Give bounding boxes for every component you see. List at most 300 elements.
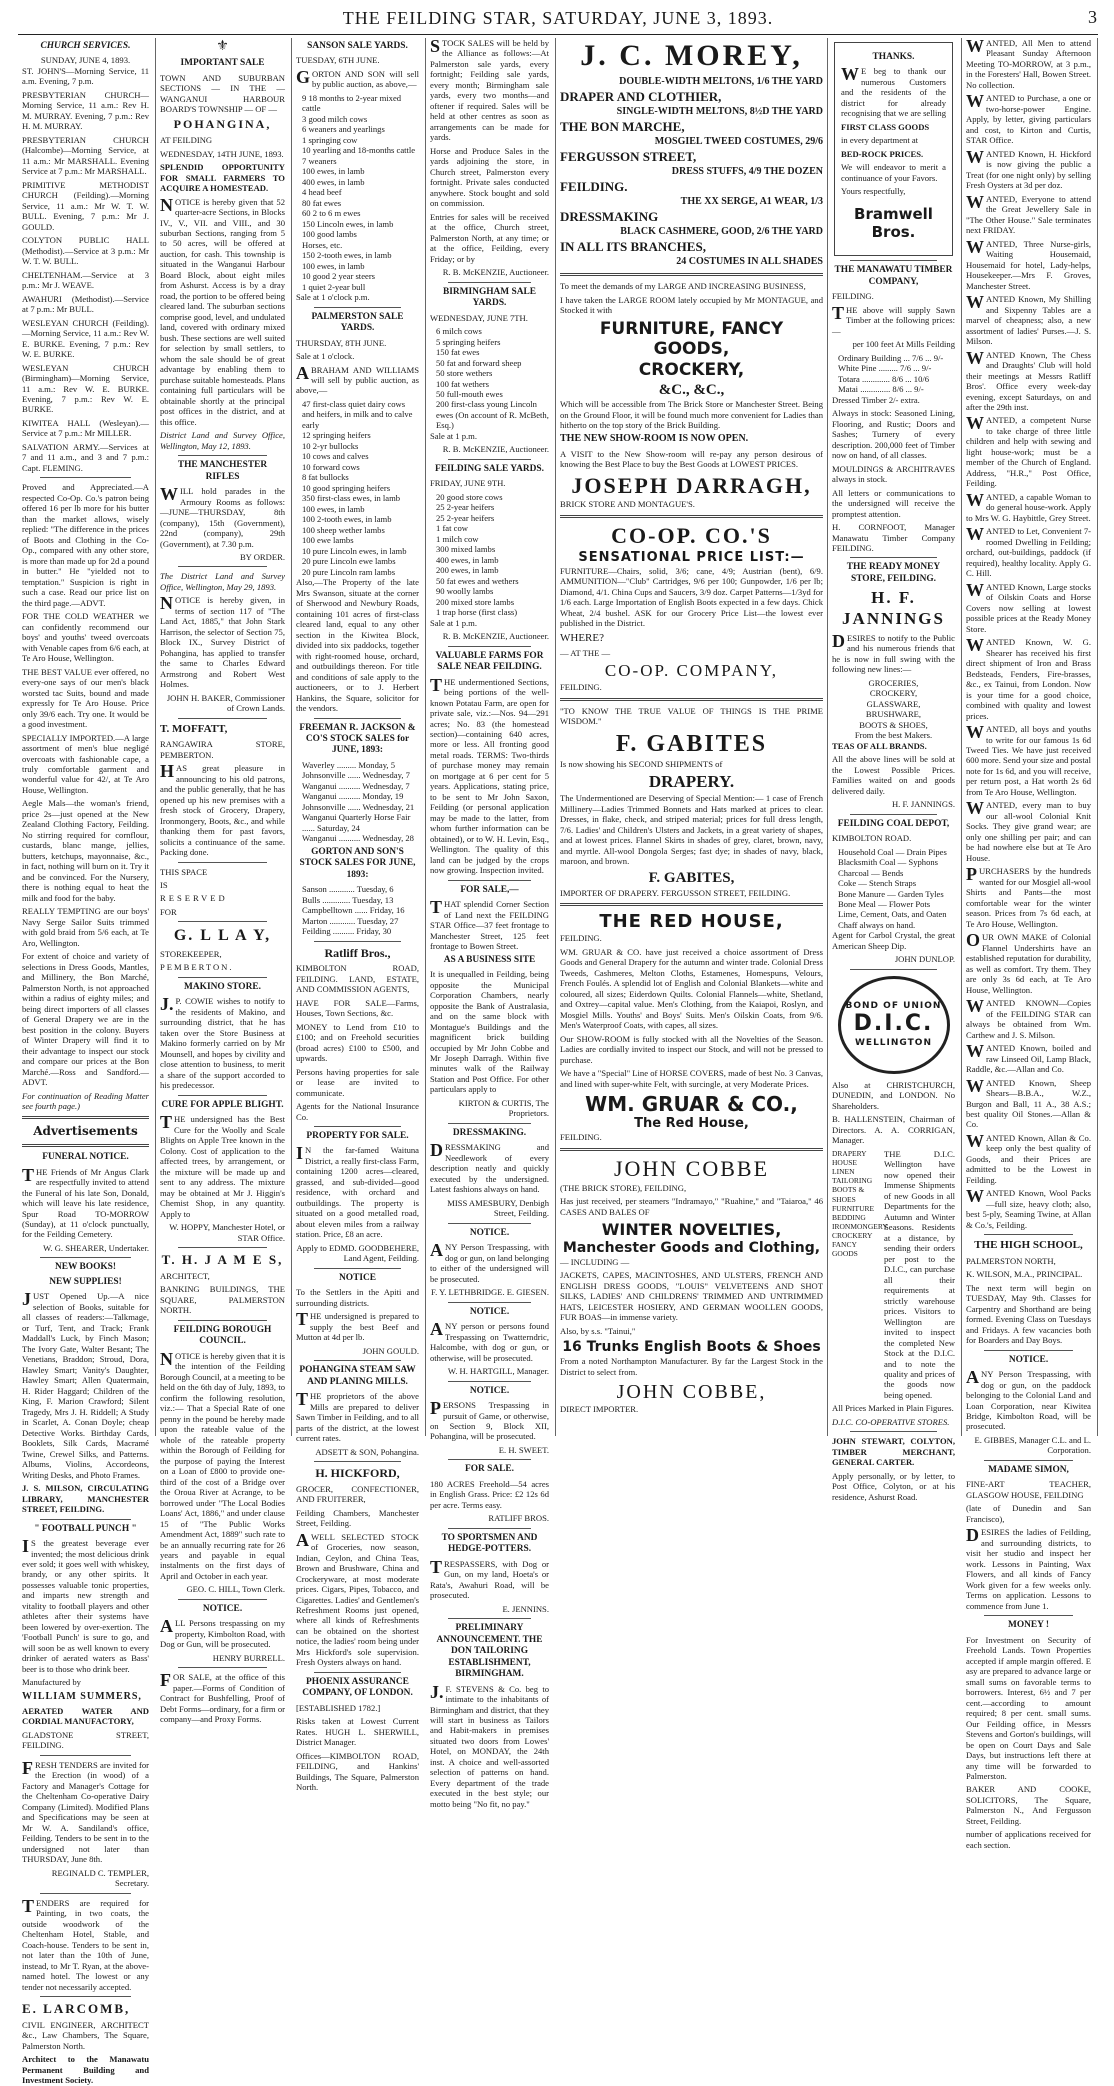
gorton-heading: GORTON AND SON'S STOCK SALES FOR JUNE, 1893: — [299, 846, 416, 880]
divider — [178, 1667, 267, 1668]
hickford-text: AWELL SELECTED STOCK of Groceries, now season, Indian, Ceylon, and China Teas, Brown and Brushware, China and Crockeryware, at most moderate prices. Cigars, Pipes, Tobacco, and Cigarettes. Ladies' and Gentlemen's Refreshment Rooms just opened, where all kinds of Refreshments can be obtained on the shortest notice, the ladies' room being under Mrs Hickford's sole supervision. Fresh Oysters always on hand. — [296, 1529, 419, 1668]
hickford-sub: GROCER, CONFECTIONER, AND FRUITERER, — [296, 1483, 419, 1505]
important-sale-sub: TOWN AND SUBURBAN SECTIONS — IN THE — WANGANUI HARBOUR BOARD'S TOWNSHIP — OF — — [160, 72, 285, 114]
hickford-name: H. HICKFORD, — [315, 1466, 400, 1481]
wanted-item: WANTED Known, Sheep Shears—B.B.A., W.Z., Burgon and Ball, 11 A., 38 A.S.; best quality Oil Stones.—Allan & Co. — [966, 1075, 1091, 1130]
birmingham-item: 100 fat wethers — [436, 378, 489, 389]
intro-paragraph: Proved and Appreciated.—A respected Co-Op. Co.'s patron being offered 16 per lb more for his butter than the market allows, wisely replied: "The difference in the prices of Boots and Clothing in the Co-Op., compared with any other store, is more than made up for 2d a pound in butter." He "yielded not to temptation." Suspicion is right in such a case. Read our price list on the third page.—ADVT. — [22, 482, 149, 608]
jackson-item: Wanganui Quarterly Horse Fair ...... Saturday, 24 — [302, 812, 411, 833]
palmerston-item: 10 pure Lincoln ewes, in lamb — [302, 545, 407, 556]
notice-hartgill-heading: NOTICE. — [469, 1306, 510, 1317]
timber-price-row: Ordinary Building ... 7/6 ... 9/- — [838, 352, 944, 363]
sanson-item: 7 weaners — [302, 155, 337, 166]
notice-heading: NOTICE. — [202, 1603, 243, 1614]
sanson-item: 4 head beef — [302, 187, 342, 198]
wanted-item: WANTED Known, My Shilling and Sixpenny Tables are a marvel of cheapness; also, a new assortment of ladies' Purses.—J. S. Milson. — [966, 292, 1091, 347]
red-house-heading: THE RED HOUSE, — [599, 911, 784, 933]
feilding-yards-item: 1 milch cow — [436, 533, 479, 544]
coal-item: Bone Meal — Flower Pots — [838, 899, 931, 909]
gabites-name: F. GABITES — [615, 730, 768, 757]
jannings-item: BOOTS & SHOES, — [859, 719, 928, 730]
sanson-heading: SANSON SALE YARDS. — [307, 41, 408, 51]
sanson-item: Horses, etc. — [302, 239, 343, 250]
acres-text: 180 ACRES Freehold—54 acres in English Grass. Price: £2 12s 6d per acre. Terms easy. — [430, 1478, 549, 1510]
wanted-item: WANTED, All Men to attend Pleasant Sunday Afternoon Meeting TO-MORROW, at 3 p.m., in the Foresters' Hall, Bowen Street. No collection. — [966, 36, 1091, 90]
jannings-text: DESIRES to notify to the Public and his numerous friends that he is now in full swing with the following new lines:— — [832, 630, 955, 675]
church-service-item: WESLEYAN CHURCH (Birmingham)—Morning Service, 11 a.m.: Rev W. E. BURKE. Evening, 7 p.m.: Rev W. E. BURKE. — [22, 362, 149, 415]
coal-item: Blacksmith Coal — Syphons — [838, 857, 939, 868]
feilding-yards-item: 90 woolly lambs — [436, 586, 494, 597]
coal-heading: FEILDING COAL DEPOT, — [837, 818, 950, 829]
palmerston-item: 47 first-class quiet dairy cows and heifers, in milk and to calve early — [302, 398, 413, 430]
divider — [448, 1618, 531, 1619]
palmerston-also: Also,—The Property of the late Mrs Swanson, situate at the corner of Sherwood and Newbury Roads, containing 101 acres of first-class cleared land, equal to any other section in the Kiwitea Block, divided into six paddocks, together with right-roomed house, orchard, and outbuildings thereon. For title and conditions of sale apply to the auctioneers, or to J. Herbert Hankins, the Square, solicitor for the vendors. — [296, 577, 419, 714]
dressmaking-heading: DRESSMAKING. — [452, 1127, 527, 1138]
feilding-yards-item: 400 ewes, in lamb — [436, 554, 499, 565]
sanson-item: 400 ewes, in lamb — [302, 176, 365, 187]
wanted-item: WANTED, a competent Nurse to take charge of three little children and help with sewing and light house-work; must be a member of the Church of England. Address, "H.R.," Post Office, Feilding. — [966, 413, 1091, 489]
school-text: The next term will begin on TUESDAY, May 9th. Classes for Carpentry and Shorthand are being formed. Evening Class on Tuesdays and Fridays. A few vacancies both for Boarders and Day Boys. — [966, 1282, 1091, 1346]
cobbe-including: — INCLUDING — — [560, 1256, 630, 1267]
books-heading: NEW BOOKS! — [54, 1262, 117, 1273]
money-text: For Investment on Security of Freehold Lands. Town Properties accepted if ample margin offered. E asy are prepared to advance large or small sums on favorable terms to borrowers. Interest, 6½ and 7 per cent.—according to amount required; 8 per cent. small sums. Our Feilding office, in Messrs Stevens and Gorton's buildings, will be open on Court Days and Sale Days, but instructions left there at any time will be forwarded to Palmerston. — [966, 1634, 1091, 1781]
thanks-dept: in every department at — [841, 135, 919, 146]
church-service-item: WESLEYAN CHURCH (Feilding).—Morning Service, 11 a.m.: Rev W. E. BURKE. Evening, 7 p.m.: Rev W. E. BURKE. — [22, 317, 149, 360]
cobbe-goods: Manchester Goods and Clothing, — [562, 1239, 821, 1256]
reserved-line-3: RESERVED — [160, 893, 228, 904]
council-heading: FEILDING BOROUGH COUNCIL. — [173, 1324, 272, 1347]
larcomb-foot: Architect to the Manawatu Permanent Building and Investment Society. — [22, 2054, 149, 2086]
notice-beef-heading: NOTICE — [339, 1272, 376, 1283]
masthead — [18, 4, 1098, 32]
dic-department: FANCY GOODS — [832, 1240, 858, 1259]
notice-beef-sign: JOHN GOULD. — [362, 1345, 419, 1356]
sanson-item: 10 good 2 year steers — [302, 271, 376, 282]
palmerston-item: 100 ewe lambs — [302, 535, 354, 546]
timber-dressed: Dressed Timber 2/- extra. — [832, 394, 920, 405]
timber-mouldings: MOULDINGS & ARCHITRAVES always in stock. — [832, 463, 955, 485]
divider — [850, 557, 937, 558]
birmingham-time: Sale at 1 p.m. — [430, 430, 478, 441]
coal-item: Charcoal — Bends — [838, 867, 904, 878]
jannings-name: H. F. JANNINGS — [842, 588, 945, 629]
phoenix-text: Risks taken at Lowest Current Rates. HUGH L. SHERWILL, District Manager. — [296, 1716, 419, 1748]
simon-sub: FINE-ART TEACHER, GLASGOW HOUSE, FEILDING — [966, 1479, 1091, 1500]
palmerston-item: 100 ewes, in lamb — [302, 503, 365, 514]
notice-trespass-sign: HENRY BURRELL. — [212, 1652, 285, 1663]
cobbe-trunks-sub: From a noted Northampton Manufacturer. By far the Largest Stock in the District to select from. — [560, 1356, 823, 1377]
column-7 — [962, 36, 1098, 1850]
church-service-item: PRIMITIVE METHODIST CHURCH (Feilding).—Morning Service, 11 a.m.: Mr W. T. W. BULL. Evening, 7 p.m.: Mr J. GOULD. — [22, 179, 149, 232]
birmingham-item: 150 fat ewes — [436, 347, 480, 358]
ratliff-sub: KIMBOLTON ROAD, FEILDING. LAND, ESTATE, AND COMMISSION AGENTS, — [296, 963, 419, 995]
dic-chairman: B. HALLENSTEIN, Chairman of Directors. A. A. CORRIGAN, Manager. — [832, 1114, 955, 1146]
notice-beef-sub: To the Settlers in the Apiti and surrounding districts. — [296, 1287, 419, 1308]
church-service-item: KIWITEA HALL (Wesleyan).—Service at 7 p.m.: Mr MILLER. — [22, 417, 149, 439]
sanson-date: TUESDAY, 6TH JUNE. — [296, 55, 380, 66]
coal-item: Bone Manure — Garden Tyles — [838, 888, 944, 899]
feilding-yards-item: 200 mixed store lambs — [436, 596, 515, 607]
dic-seal-mid: D.I.C. — [853, 1011, 934, 1037]
masthead-rule — [18, 34, 1098, 35]
palmerston-item: 10 2-yr bullocks — [302, 440, 359, 451]
dressmaking-text: DRESSMAKING and Needlework of every description neatly and quickly executed by the undersigned. Latest fashions always on hand. — [430, 1140, 549, 1195]
punch-maker-intro: Manufactured by — [22, 1677, 81, 1688]
feilding-yards-item: 300 mixed lambs — [436, 544, 496, 555]
divider — [178, 1095, 267, 1096]
important-sale-heading: IMPORTANT SALE — [180, 58, 265, 69]
jannings-item: GLASSWARE, — [866, 698, 921, 709]
jackson-list — [296, 760, 419, 844]
wanted-item: WANTED Known, Wool Packs—full size, heavy cloth; also, best 5-ply, Seaming Twine, at Allan & Co.'s, Feilding. — [966, 1186, 1091, 1230]
stock-sales-text: STOCK SALES will be held by the Alliance as follows:—At Palmerston sale yards, every fortnight; Feilding sale yards, every month; Birmingham sale yards, every two months—and oftener if required. Sales will be held at other centres as soon as arrangements can be made for yards. — [430, 36, 549, 143]
palmerston-text: ABRAHAM AND WILLIAMS will sell by public auction, as above,— — [296, 362, 419, 396]
divider — [560, 515, 823, 518]
divider — [850, 814, 937, 815]
gruar-text: WM. GRUAR & CO. have just received a choice assortment of Dress Goods and General Drapery for the autumn and winter trade. Colonial Dress Tweeds, Cashmeres, Melton Cloths, Estamenes, Homespuns, Velours, French Foulés. A splendid lot of English and Colonial Blankets—white and coloured, all sizes; Eiderdown Quilts. Colonial Flannels—white, Shetland, and Oxtrey—capital value. Men's Clothing, from the Kaiapoi, Roslyn, and Mosgiel Mills. Youths' and Boys' Suits. Men's Oilskin Coats, from 9/6. Men's Waterproof Coats, with capes, all sizes. — [560, 946, 823, 1031]
divider — [560, 698, 823, 701]
gorton-item: Feilding .......... Friday, 30 — [302, 926, 392, 937]
sanson-text: GORTON AND SON will sell by public auction, as above,— — [296, 66, 419, 90]
moffatt-name: T. MOFFATT, — [160, 722, 228, 735]
tenders-painting-text: TENDERS are required for Painting, in two coats, the outside woodwork of the Cheltenham Hotel, Stable, and Coach-house. Tenders to be sent in, not later than the 10th of June, instead, to Mr T. Ryan, at the above-named hotel. The lowest or any tender not necessarily accepted. — [22, 1895, 149, 1992]
funeral-sign: W. G. SHEARER, Undertaker. — [43, 1242, 149, 1253]
moffatt-text: HAS great pleasure in announcing to his old patrons, and the public generally, that he has opened up his new premises with a fresh stock of Grocery, Drapery, Ironmongery, Boots, &c., and while thanking them for past favors, solicits a continuance of the same. Packing done. — [160, 761, 285, 858]
divider — [178, 977, 267, 978]
feilding-yards-time: Sale at 1 p.m. — [430, 617, 478, 628]
divider — [984, 1615, 1073, 1616]
makino-text: J.P. COWIE wishes to notify to the residents of Makino, and surrounding district, that he has taken over the Store Business at Makino formerly carried on by Mr Mounsell, and hopes by civility and close attention to business, to merit a share of the support accorded to his predecessor. — [160, 994, 285, 1091]
thanks-heading: THANKS. — [872, 52, 915, 62]
church-service-item: AWAHURI (Methodist).—Service at 7 p.m.: Mr BULL. — [22, 293, 149, 315]
jannings-item: From the best Makers. — [854, 730, 933, 741]
divider — [178, 718, 267, 719]
dic-seal-top: BOND OF UNION — [845, 1000, 942, 1011]
wanted-item: WANTED Known, H. Hickford is now giving the public a Treat (for one night only) by selling Fresh Oysters at 3d per doz. — [966, 146, 1091, 191]
mill-text: THE proprietors of the above Mills are prepared to deliver Sawn Timber in Feilding, and to all parts of the district, at the lowest current rates. — [296, 1389, 419, 1444]
feilding-yards-sign: R. B. McKENZIE, Auctioneer. — [442, 631, 549, 642]
church-service-item: CHELTENHAM.—Service at 3 p.m.: Mr J. WEAVE. — [22, 269, 149, 291]
morey-line: 24 COSTUMES IN ALL SHADES — [676, 255, 823, 267]
gabites-drapery: DRAPERY. — [648, 772, 735, 792]
agents-text: Agents for the National Insurance Co. — [296, 1101, 419, 1122]
gabites-quote: "TO KNOW THE TRUE VALUE OF THINGS IS THE PRIME WISDOM." — [560, 705, 823, 727]
divider — [850, 969, 937, 970]
thanks-first-class: FIRST CLASS GOODS — [841, 121, 930, 132]
wanted-list — [966, 38, 1091, 1230]
morey-name: J. C. MOREY, — [580, 39, 803, 72]
palmerston-item: 10 cows and calves — [302, 451, 369, 462]
divider — [40, 1519, 131, 1520]
red-house-town: FEILDING. — [560, 933, 602, 944]
coal-agent: Agent for Carbol Crystal, the great American Sheep Dip. — [832, 930, 955, 951]
palmerston-item: 100 2-tooth ewes, in lamb — [302, 514, 392, 525]
jannings-item: GROCERIES, — [868, 677, 919, 688]
divider — [314, 1268, 401, 1269]
feilding-yards-item: 1 trap horse (first class) — [436, 607, 518, 618]
rifles-text: WILL hold parades in the Armoury Rooms as follows:—JUNE—THURSDAY, 8th (company), 15th (Government), 22nd (company), 29th (Government), at 7.30 p.m. — [160, 484, 285, 549]
hickford-address: Feilding Chambers, Manchester Street, Feilding. — [296, 1507, 419, 1529]
coop-heading: CO-OP. CO.'S — [611, 522, 772, 548]
intro-paragraphs — [22, 482, 149, 1087]
notice-sections-sign: District Land and Survey Office, Wellington, May 12, 1893. — [160, 430, 285, 451]
dressmaking-sign: MISS AMESBURY, Denbigh Street, Feilding. — [447, 1197, 549, 1219]
sanson-item: 100 ewes, in lamb — [302, 260, 365, 271]
divider — [448, 880, 531, 881]
church-services-heading: CHURCH SERVICES. — [40, 41, 131, 51]
birmingham-sign: R. B. McKENZIE, Auctioneer. — [442, 444, 549, 455]
birmingham-item: 200 first-class young Lincoln ewes (On account of R. McBeth, Esq.) — [436, 399, 549, 431]
divider — [40, 1893, 131, 1894]
stewart-name: JOHN STEWART, COLYTON, TIMBER MERCHANT, GENERAL CARTER. — [832, 1436, 955, 1468]
wanted-item: WANTED, Three Nurse-girls, Waiting Housemaid, Housemaid for hotel, Lady-helps, Housekeeper.—Mrs F. Groves, Manchester Street. — [966, 236, 1091, 291]
punch-address: GLADSTONE STREET, FEILDING. — [22, 1729, 149, 1751]
notice-corporation-heading: NOTICE. — [1008, 1354, 1049, 1365]
notice-sweet-text: PERSONS Trespassing in pursuit of Game, or otherwise, on Section 9, Block XII, Pohangina, will be prosecuted. — [430, 1398, 549, 1442]
cure-sign: W. HOPPY, Manchester Hotel, or STAR Office. — [169, 1222, 285, 1243]
morey-line: DRAPER AND CLOTHIER, — [560, 88, 722, 104]
wanted-item: WANTED Known, Large stocks of Oilskin Coats and Horse Covers now selling at lowest possible prices at the Ready Money Store. — [966, 579, 1091, 634]
gorton-list — [296, 884, 419, 936]
coop-town: FEILDING. — [560, 682, 602, 693]
wanted-item: WANTED Known, Allan & Co. keep only the best quality of Goods, and their Prices are admitted to be the Lowest in Feilding. — [966, 1130, 1091, 1185]
intro-paragraph: REALLY TEMPTING are our boys' Navy Serge Sailor Suits trimmed with gold braid from 5/6 each, at Te Aro, Wellington. — [22, 906, 149, 948]
sanson-item: 10 yearling and 18-months cattle — [302, 145, 416, 156]
morey-lines — [560, 76, 823, 268]
dic-body — [832, 1149, 955, 1404]
gabites-name-2: F. GABITES, — [648, 870, 735, 887]
divider — [850, 260, 937, 261]
cobbe-winter: WINTER NOVELTIES, — [601, 1220, 782, 1240]
jackson-item: Johnsonville ...... Wednesday, 7 — [302, 770, 410, 781]
jackson-item: Wanganui .......... Monday, 19 — [302, 791, 404, 802]
sanson-item: 100 ewes, in lamb — [302, 166, 365, 177]
divider — [314, 941, 401, 942]
palmerston-list — [296, 399, 419, 577]
property-sign: Apply to EDMD. GOODBEHERE, Land Agent, Feilding. — [296, 1242, 419, 1264]
divider — [314, 307, 401, 308]
punch-text: IS the greatest beverage ever invented; the most delicious drink ever sold; it goes well with whiskey, brandy, or any other spirits. It possesses valuable tonic properties, and imparts new strength and vitality to football players and other athletes after their systems have been lowered by over-exertion. The 'Football Punch' is sure to go, and will soon be as well known to every drinker of aerated waters as Bass' beer is to those who drink beer. — [22, 1536, 149, 1674]
divider — [984, 1234, 1073, 1235]
newspaper-title: THE FEILDING STAR, SATURDAY, JUNE 3, 1893. — [342, 7, 774, 28]
books-text: JUST Opened Up.—A nice selection of Books, suitable for all classes of readers:—Talkmage, or Turf, Tent, and Track; Frank Maddall's Luck, by Finch Mason; The Ivory Gate, Walter Besant; The Venetians, Braddon; Stroud, Dora, Hawley Smart; Vanity's Daughter, Hawley Smart; Allen Quatermain, H. Rider Haggard; Children of the King, F. Marion Crawford; Silent Tragedy, Mrs J. H. Riddell; A Study in Scarlet, A. Conan Doyle; cheap Detective Works. Birthday Cards, Booklets, Silk Cards, Macramé Twine, Crewel Silks, and Patterns. Albums, Violins, Accordeons, Writing Desks, and Photo Frames. — [22, 1289, 149, 1480]
dic-seal-icon — [838, 976, 950, 1074]
divider — [22, 1144, 149, 1147]
gllay-name: G. L L A Y, — [173, 927, 272, 945]
notice-sweet-sign: E. H. SWEET. — [498, 1444, 549, 1455]
timber-town: FEILDING. — [832, 291, 874, 302]
divider — [178, 862, 267, 863]
column-2 — [156, 38, 292, 1725]
column-1 — [18, 38, 156, 2086]
timber-price-list — [832, 353, 955, 395]
notice-corporation-sign: E. GIBBES, Manager C.L. and L. Corporation. — [974, 1434, 1091, 1456]
divider — [314, 1360, 401, 1361]
notice-sections-text: NOTICE is hereby given that 52 quarter-acre Sections, in Blocks IV., V., VII. and VIII., and 30 suburban Sections, ranging from 5 to 50 acres, will be offered at auction, for cash. This township is situated in the Wanganui Harbour Board Block, about eight miles from Ashurst. Access is by a dray road, the portion to be offered being cleared land. The suburban sections comprise good, level, and undulated land, covered with ordinary mixed bush. These sections are well suited for selection by small settlers, to whom the sale should be of great advantage by enabling them to purchase suitable homesteads. Plans containing full particulars will be obtainable shortly at the principal post offices in the district, and at this office. — [160, 194, 285, 427]
property-heading: PROPERTY FOR SALE. — [306, 1131, 409, 1142]
morey-line: DRESSMAKING — [560, 208, 659, 224]
land-transfer-text: NOTICE is hereby given, in terms of section 117 of "The Land Act, 1885," that John Stark Harrison, the selector of Section 75, Block IX., Survey District of Pohangina, has applied to transfer the same to Charles Edward Armstrong and Robert West Holmes. — [160, 593, 285, 690]
gorton-item: Marton ............ Tuesday, 27 — [302, 915, 399, 926]
palmerston-item: 20 pure Lincoln ewe lambs — [302, 556, 396, 567]
timber-price-row: Matai .............. 8/6 ... 9/- — [838, 384, 924, 395]
church-service-item: ST. JOHN'S—Morning Service, 11 a.m. Evening, 7 p.m. — [22, 65, 149, 87]
wanted-item: WANTED Known, W. G. Shearer has received his first direct shipment of Iron and Brass Bedsteads, Fenders, Fire-brasses, &c., ex Tainui, from London. Now is your time for a good choice, combined with quality and lowest prices. — [966, 635, 1091, 721]
gabites-text: The Undermentioned are Deserving of Special Mention:— 1 case of French Millinery—Ladies Trimmed Bonnets and Hats marked at prices to clear. Dresses, in flake, check, and striped material; prices for full dress length, 7/6. Ladies' and Children's Ulsters and Jackets, in a great variety of shapes, and at lowest prices. Flannel Skirts in shades of grey, claret, brown, navy, and myrtle. All-wool Dongola Serges; fast dye; in shades of navy, black, maroon, and brown. — [560, 793, 823, 866]
stock-sales-para-3: Entries for sales will be received at the office, Church street, Palmerston North, at any time; or at the office, Feilding, every Friday; or by — [430, 211, 549, 264]
school-principal: K. WILSON, M.A., PRINCIPAL. — [966, 1269, 1083, 1280]
gorton-item: Sanson ............ Tuesday, 6 — [302, 884, 394, 895]
timber-price-row: White Pine ......... 7/6 ... 9/- — [838, 363, 932, 374]
morey-line: FERGUSSON STREET, — [560, 148, 697, 164]
divider — [850, 1431, 937, 1432]
simon-from: (late of Dunedin and San Francisco), — [966, 1503, 1091, 1524]
cobbe-list: JACKETS, CAPES, MACINTOSHES, AND ULSTERS, FRENCH AND ENGLISH DRESS GOODS, "LOUIS" VELVETEENS AND SHOT SILKS, LADIES' AND CHILDRENS' TRIMMED AND UNTRIMMED HATS, LEICESTER HOSIERY, AND GERMAN WOOLLEN GOODS, FUR BOAS—in immense variety. — [560, 1270, 823, 1323]
feilding-yards-item: 25 2-year heifers — [436, 512, 495, 523]
business-site-sign: KIRTON & CURTIS, The Proprietors. — [458, 1097, 549, 1119]
phoenix-established: [ESTABLISHED 1782.] — [296, 1702, 381, 1713]
sanson-time: Sale at 1 o'clock p.m. — [296, 292, 370, 303]
money-lend-text: MONEY to Lend from £10 to £100; and on Freehold securities (broad acres) £100 to £500, and upwards. — [296, 1021, 419, 1064]
morey-line: BLACK CASHMERE, GOOD, 2/6 THE YARD — [620, 225, 823, 237]
notice-lethbridge-sign: F. Y. LETHBRIDGE. E. GIESEN. — [431, 1287, 549, 1298]
gllay-sub: STOREKEEPER, — [160, 948, 222, 959]
notice-lethbridge-text: ANY Person Trespassing, with dog or gun, on land belonging to either of the undersigned will be prosecuted. — [430, 1240, 549, 1284]
sportsmen-text: TRESPASSERS, with Dog or Gun, on my land, Hoeta's or Rata's, Awahuri Road, will be prosecuted. — [430, 1556, 549, 1601]
timber-text: THE above will supply Sawn Timber at the following prices:— — [832, 302, 955, 336]
divider — [314, 1461, 401, 1462]
wanted-item: PURCHASERS by the hundreds wanted for our Mosgiel all-wool Shirts and Pants—the most comfortable wear for the winter season. Prices from 7s 6d each, at Te Aro House, Wellington. — [966, 864, 1091, 929]
timber-per: per 100 feet At Mills Feilding — [852, 339, 955, 350]
jannings-list — [832, 678, 955, 741]
cure-heading: CURE FOR APPLE BLIGHT. — [161, 1099, 284, 1110]
feilding-yards-heading: FEILDING SALE YARDS. — [435, 463, 544, 474]
divider — [178, 455, 267, 456]
sanson-item: 100 good lambs — [302, 229, 357, 240]
james-sub: ARCHITECT, — [160, 1270, 210, 1281]
birmingham-date: WEDNESDAY, JUNE 7TH. — [430, 312, 528, 323]
intro-paragraph: THE BEST VALUE ever offered, no every-one says of our men's black worsted tac Suits, bound and made expressly for Te Aro House. Price only 39/6 each. Try one. It would be a good investment. — [22, 666, 149, 730]
divider — [560, 903, 823, 906]
tailoring-text: J.F. STEVENS & Co. beg to intimate to the inhabitants of Birmingham and district, that they will start in business as Tailors and Habit-makers in premises situated two doors from Lowes' Hotel, on MONDAY, the 24th inst. A choice and well-assorted selection of patterns on hand. Every department of the trade executed in the best style; our motto being "No fit, no pay." — [430, 1681, 549, 1809]
reserved-line-2: IS — [160, 880, 168, 890]
dic-department: TAILORING — [832, 1176, 873, 1186]
divider — [314, 1126, 401, 1127]
divider — [22, 1116, 149, 1119]
tenders-factory-text: FRESH TENDERS are invited for the Erection (in wood) of a Factory and Manager's Cottage for the Cheltenham Co-operative Dairy Company (Limited). Modified Plans and Specifications may be seen at Mr W. A. Sandiland's office, Feilding. Tenders to be sent in to the undersigned not later than THURSDAY, June 8th. — [22, 1757, 149, 1865]
divider — [984, 1350, 1073, 1351]
column-4 — [426, 36, 556, 1809]
church-services-list — [22, 66, 149, 473]
sportsmen-heading: TO SPORTSMEN AND HEDGE-POTTERS. — [441, 1532, 538, 1555]
morey-line: SINGLE-WIDTH MELTONS, 8½D THE YARD — [616, 105, 823, 117]
gorton-item: Bulls ............. Tuesday, 13 — [302, 894, 394, 905]
reserved-line-1: THIS SPACE — [160, 866, 208, 877]
thanks-text: WE beg to thank our numerous Customers and the residents of the district for already recognising that we are selling — [841, 64, 947, 119]
land-office: The District Land and Survey Office, Wellington, May 29, 1893. — [160, 571, 285, 592]
wanted-item: WANTED Known, boiled and raw Linseed Oil, Lamp Black, Raddle, &c.—Allan and Co. — [966, 1041, 1091, 1075]
stewart-text: Apply personally, or by letter, to Post Office, Colyton, or at his residence, Ashurst Road. — [832, 1470, 955, 1502]
sale-date: WEDNESDAY, 14TH JUNE, 1893. — [160, 148, 284, 159]
wanted-item: WANTED to Purchase, a one or two-horse-power Engine. Apply, by letter, giving particulars and cost, to Kirton and Curtis, STAR Office. — [966, 91, 1091, 146]
section-for-sale-heading: FOR SALE,— — [460, 884, 519, 895]
thanks-more: We will endeavor to merit a continuance of your Favors. — [841, 162, 946, 183]
birmingham-heading: BIRMINGHAM SALE YARDS. — [443, 286, 536, 309]
coal-item: Household Coal — Drain Pipes — [838, 846, 947, 857]
stock-sales-para-2: Horse and Produce Sales in the yards adjoining the store, in Church street, Palmerston every fortnight. Private sales conducted anywhere. Stock bought and sold on commission. — [430, 145, 549, 209]
reserved-line-4: FOR — [160, 906, 177, 917]
sanson-item: 3 good milch cows — [302, 113, 368, 124]
morey-line: FEILDING. — [560, 178, 628, 194]
dic-department: DRAPERY — [832, 1148, 867, 1158]
notice-lethbridge-heading: NOTICE. — [469, 1227, 510, 1238]
divider — [448, 1302, 531, 1303]
jackson-item: Wanganui .......... Wednesday, 28 — [302, 833, 414, 844]
jackson-item: Wanganui .......... Wednesday, 7 — [302, 780, 410, 791]
palmerston-heading: PALMERSTON SALE YARDS. — [311, 311, 404, 334]
notice-trespass-text: ALL Persons trespassing on my property, Kimbolton Road, with Dog or Gun, will be prosecuted. — [160, 1616, 285, 1650]
dic-department: IRONMONGERY — [832, 1221, 888, 1231]
birmingham-item: 6 milch cows — [436, 326, 482, 337]
feilding-yards-date: FRIDAY, JUNE 9TH. — [430, 478, 506, 489]
coop-price-list-heading: SENSATIONAL PRICE LIST:— — [578, 549, 805, 565]
notice-corporation-text: ANY Person Trespassing, with dog or gun, on the paddock belonging to the Colonial Land and Loan Corporation, near Kiwitea Bridge, Kimbolton Road, will be prosecuted. — [966, 1367, 1091, 1432]
column-5 — [556, 38, 828, 1436]
divider — [40, 1257, 131, 1258]
palmerston-item: 12 springing heifers — [302, 430, 371, 441]
morey-line: MOSGIEL TWEED COSTUMES, 29/6 — [654, 135, 823, 147]
jackson-item: Waverley ......... Monday, 5 — [302, 759, 396, 770]
column-3 — [292, 38, 426, 1793]
money-heading: MONEY ! — [1007, 1620, 1050, 1631]
sanson-item: 1 quiet 2-year bull — [302, 281, 366, 292]
divider — [314, 1672, 401, 1673]
birmingham-item: 50 fat and forward sheep — [436, 357, 522, 368]
divider — [178, 1247, 267, 1248]
gruar-showroom: Our SHOW-ROOM is fully stocked with all the Novelties of the Season. Ladies are cordially invited to inspect our Stock, and will not be pressed to purchase. — [560, 1033, 823, 1065]
column-6 — [828, 38, 962, 1502]
farms-heading: VALUABLE FARMS FOR SALE NEAR FEILDING. — [435, 650, 544, 673]
james-name: T. H. J A M E S, — [161, 1252, 284, 1268]
coal-road: KIMBOLTON ROAD. — [832, 833, 912, 844]
divider — [448, 1381, 531, 1382]
gruar-town: FEILDING. — [560, 1132, 602, 1143]
dic-department: CROCKERY — [832, 1231, 873, 1241]
divider — [560, 1148, 823, 1151]
jackson-heading: FREEMAN R. JACKSON & CO'S STOCK SALES for JUNE, 1893: — [299, 722, 416, 756]
divider — [448, 1123, 531, 1124]
ready-money-heading: THE READY MONEY STORE, FEILDING. — [846, 562, 941, 584]
jannings-item: CROCKERY, — [869, 688, 918, 699]
divider — [314, 718, 401, 719]
wanted-item: WANTED Known, The Chess and Draughts' Club will hold their meetings at Messrs Ratliff Bros'. Office every week-day evening, except Saturdays, on and after the 29th inst. — [966, 347, 1091, 412]
punch-heading: " FOOTBALL PUNCH " — [34, 1523, 137, 1534]
coop-name: CO-OP. COMPANY, — [604, 661, 779, 681]
gabites-address: IMPORTER OF DRAPERY. FERGUSSON STREET, FEILDING. — [560, 887, 791, 898]
birmingham-list — [430, 326, 549, 431]
stock-sales-sign: R. B. McKENZIE, Auctioneer. — [442, 267, 549, 278]
dic-department: BEDDING — [832, 1212, 866, 1222]
wanted-item: WANTED, every man to buy our all-wool Colonial Knit Socks. They give grand wear; are only one shilling per pair; and can be had nowhere else but at Te Aro House. — [966, 798, 1091, 863]
at-feilding: AT FEILDING — [160, 135, 213, 146]
intro-paragraph: For extent of choice and variety of selections in Dress Goods, Mantles, and Millinery, the Bon Marché, Palmerston North, is not approached within a radius of eighty miles; and being direct importers of all classes of General Drapery we are in the best position in the colony. Buyers of Winter Drapery will find it to their advantage to inspect our stock and compare our prices at the Bon Marché.—Ross and Sandford.—ADVT. — [22, 951, 149, 1088]
divider — [448, 1223, 531, 1224]
farms-text: THE undermentioned Sections, being portions of the well-known Potatau Farm, are open for private sale, viz.:—Nos. 94—291 acres; No. 83 (the homestead section)—containing 640 acres, more or less. All fronting good metal roads. TERMS: Two-thirds of purchase money may remain on mortgage at 6 per cent for 5 years. Applications, stating price, to be sent to Mr John Saxon, Feilding (or personal application may be made to the latter, from whom further information can be obtained), or to W. H. Levin, Esq., Wellington. The quality of this land can be judged by the crops now growing. Inspection invited. — [430, 674, 549, 876]
palmerston-item: 10 forward cows — [302, 461, 360, 472]
cobbe-sub: (THE BRICK STORE), FEILDING, — [560, 1182, 687, 1193]
divider — [40, 1996, 131, 1997]
larcomb-name: E. LARCOMB, — [22, 2001, 131, 2017]
